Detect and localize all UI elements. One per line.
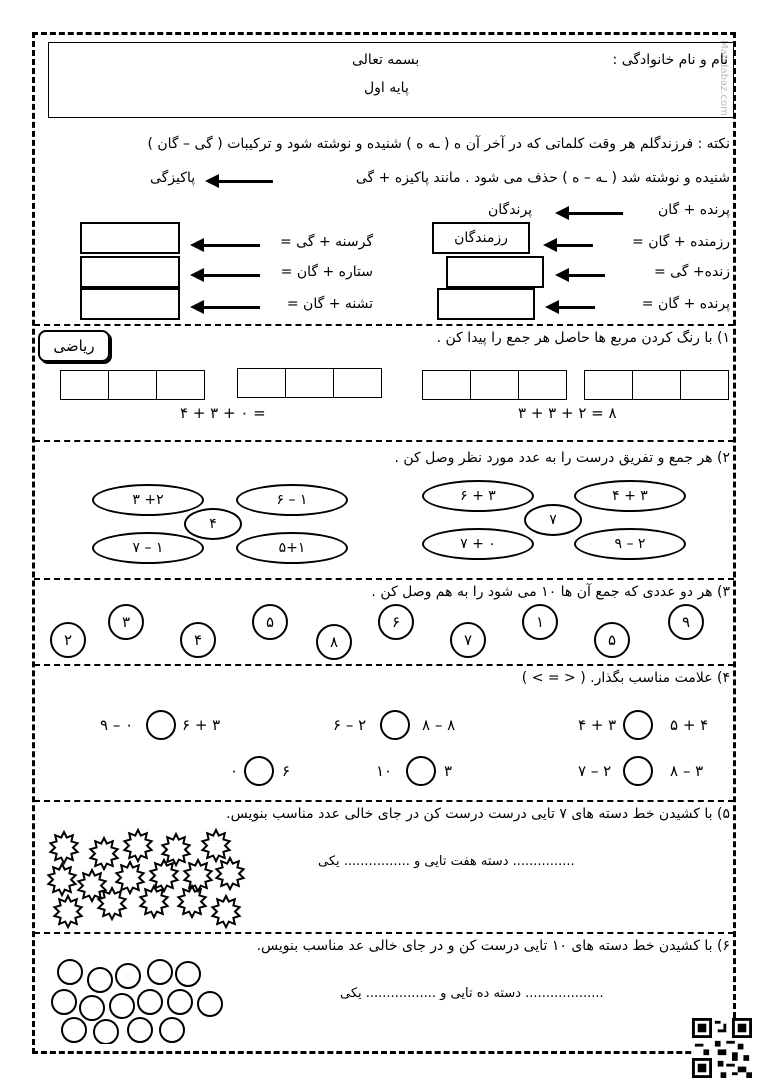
- q5-answer[interactable]: ............... دسته هفت تایی و ................ یکی: [318, 854, 575, 869]
- q4-expr: ۱۰: [376, 762, 393, 780]
- word-prompt-r2: زنده+ گی =: [653, 264, 730, 280]
- q3-number[interactable]: ۴: [180, 622, 216, 658]
- q3-number[interactable]: ۵: [594, 622, 630, 658]
- q1-equation-left: ۴ + ۳ + ۰ =: [180, 404, 266, 422]
- q4-compare-circle[interactable]: [406, 756, 436, 786]
- q3-number[interactable]: ۳: [108, 604, 144, 640]
- q1-squares-1[interactable]: [60, 370, 205, 400]
- subject-badge: ریاضی: [38, 330, 110, 362]
- word-prompt-l2: ستاره + گان =: [280, 264, 373, 280]
- q4-expr: ۶ + ۳: [182, 716, 221, 734]
- section-divider: [34, 800, 734, 802]
- section-divider: [34, 440, 734, 442]
- arrow-icon: [190, 238, 260, 252]
- word-prompt-r1: رزمنده + گان =: [632, 234, 730, 250]
- q3-number[interactable]: ۵: [252, 604, 288, 640]
- section-divider: [34, 932, 734, 934]
- q6-title: ۶) با کشیدن خط دسته های ۱۰ تایی درست کن و در جای خالی عد مناسب بنویس.: [256, 938, 730, 954]
- word-answer-r1[interactable]: رزمندگان: [432, 222, 530, 254]
- q4-expr: ۵ + ۴: [670, 716, 709, 734]
- q2-expr[interactable]: ۵+۱: [236, 532, 348, 564]
- q2-target-number[interactable]: ۴: [184, 508, 242, 540]
- watermark: Mahdabaz.com: [718, 40, 729, 116]
- word-answer-l1[interactable]: [80, 222, 180, 254]
- arrow-icon: [555, 206, 623, 220]
- q3-number[interactable]: ۷: [450, 622, 486, 658]
- q4-expr: ۳: [444, 762, 453, 780]
- q3-title: ۳) هر دو عددی که جمع آن ها ۱۰ می شود را به هم وصل کن .: [371, 584, 730, 600]
- q4-expr: ۶: [282, 762, 291, 780]
- q2-expr[interactable]: ۳ +۲: [92, 484, 204, 516]
- name-label: نام و نام خانوادگی :: [612, 52, 728, 68]
- q1-equation-right: ۳ + ۳ + ۲ = ۸: [518, 404, 617, 422]
- q3-number[interactable]: ۲: [50, 622, 86, 658]
- q6-circles: [48, 956, 238, 1044]
- q3-number[interactable]: ۸: [316, 624, 352, 660]
- q5-title: ۵) با کشیدن خط دسته های ۷ تایی درست درست کن در جای خالی عدد مناسب بنویس.: [226, 806, 730, 822]
- arrow-icon: [545, 300, 595, 314]
- q4-title: ۴) علامت مناسب بگذار. ( < = > ): [521, 670, 730, 686]
- q2-target-number[interactable]: ۷: [524, 504, 582, 536]
- q4-compare-circle[interactable]: [244, 756, 274, 786]
- q4-expr: ۷ – ۲: [578, 762, 612, 780]
- qr-code-icon: [692, 1018, 752, 1078]
- word-prompt-l1: گرسنه + گی =: [280, 234, 373, 250]
- word-answer-l3[interactable]: [80, 288, 180, 320]
- q1-squares-2[interactable]: [237, 368, 382, 398]
- q2-expr[interactable]: ۹ – ۲: [574, 528, 686, 560]
- q4-compare-circle[interactable]: [623, 710, 653, 740]
- arrow-icon: [205, 174, 273, 188]
- q4-compare-circle[interactable]: [146, 710, 176, 740]
- section-divider: [34, 324, 734, 326]
- q4-expr: ۸ – ۸: [422, 716, 456, 734]
- q2-expr[interactable]: ۶ – ۱: [236, 484, 348, 516]
- q4-compare-circle[interactable]: [623, 756, 653, 786]
- arrow-icon: [543, 238, 593, 252]
- q3-number[interactable]: ۶: [378, 604, 414, 640]
- example-result-1: پاکیزگی: [150, 170, 196, 186]
- word-answer-r3[interactable]: [437, 288, 535, 320]
- q1-squares-3[interactable]: [422, 370, 567, 400]
- q2-expr[interactable]: ۷ + ۰: [422, 528, 534, 560]
- q2-expr[interactable]: ۶ + ۳: [422, 480, 534, 512]
- q5-stars: [44, 826, 250, 930]
- q3-number[interactable]: ۱: [522, 604, 558, 640]
- note-line-1: نکته : فرزندگلم هر وقت کلماتی که در آخر آن ه ( ـه ه ) شنیده و نوشته شود و ترکیبات ( گی – گان ): [147, 136, 730, 152]
- word-answer-l2[interactable]: [80, 256, 180, 288]
- q4-expr: ۰: [230, 762, 239, 780]
- q4-expr: ۶ – ۲: [333, 716, 367, 734]
- q4-expr: ۴ + ۳: [578, 716, 617, 734]
- q4-expr: ۹ – ۰: [100, 716, 134, 734]
- arrow-icon: [555, 268, 605, 282]
- bismillah: بسمه تعالی: [352, 52, 420, 68]
- q4-expr: ۸ – ۳: [670, 762, 704, 780]
- grade-label: پایه اول: [364, 80, 409, 96]
- q6-answer[interactable]: ................... دسته ده تایی و ................. یکی: [340, 986, 604, 1001]
- q4-compare-circle[interactable]: [380, 710, 410, 740]
- section-divider: [34, 664, 734, 666]
- word-answer-r2[interactable]: [446, 256, 544, 288]
- q2-expr[interactable]: ۷ – ۱: [92, 532, 204, 564]
- example-left: پرنده + گان: [657, 202, 730, 218]
- note-line-2: شنیده و نوشته شد ( ـه – ه ) حذف می شود . مانند پاکیزه + گی: [355, 170, 730, 186]
- example-result-2: پرندگان: [488, 202, 533, 218]
- q3-number[interactable]: ۹: [668, 604, 704, 640]
- arrow-icon: [190, 268, 260, 282]
- q2-expr[interactable]: ۴ + ۳: [574, 480, 686, 512]
- q1-title: ۱) با رنگ کردن مربع ها حاصل هر جمع را پیدا کن .: [436, 330, 730, 346]
- section-divider: [34, 578, 734, 580]
- word-prompt-r3: پرنده + گان =: [641, 296, 730, 312]
- word-prompt-l3: تشنه + گان =: [286, 296, 373, 312]
- arrow-icon: [190, 300, 260, 314]
- q1-squares-4[interactable]: [584, 370, 729, 400]
- q2-title: ۲) هر جمع و تفریق درست را به عدد مورد نظر وصل کن .: [394, 450, 730, 466]
